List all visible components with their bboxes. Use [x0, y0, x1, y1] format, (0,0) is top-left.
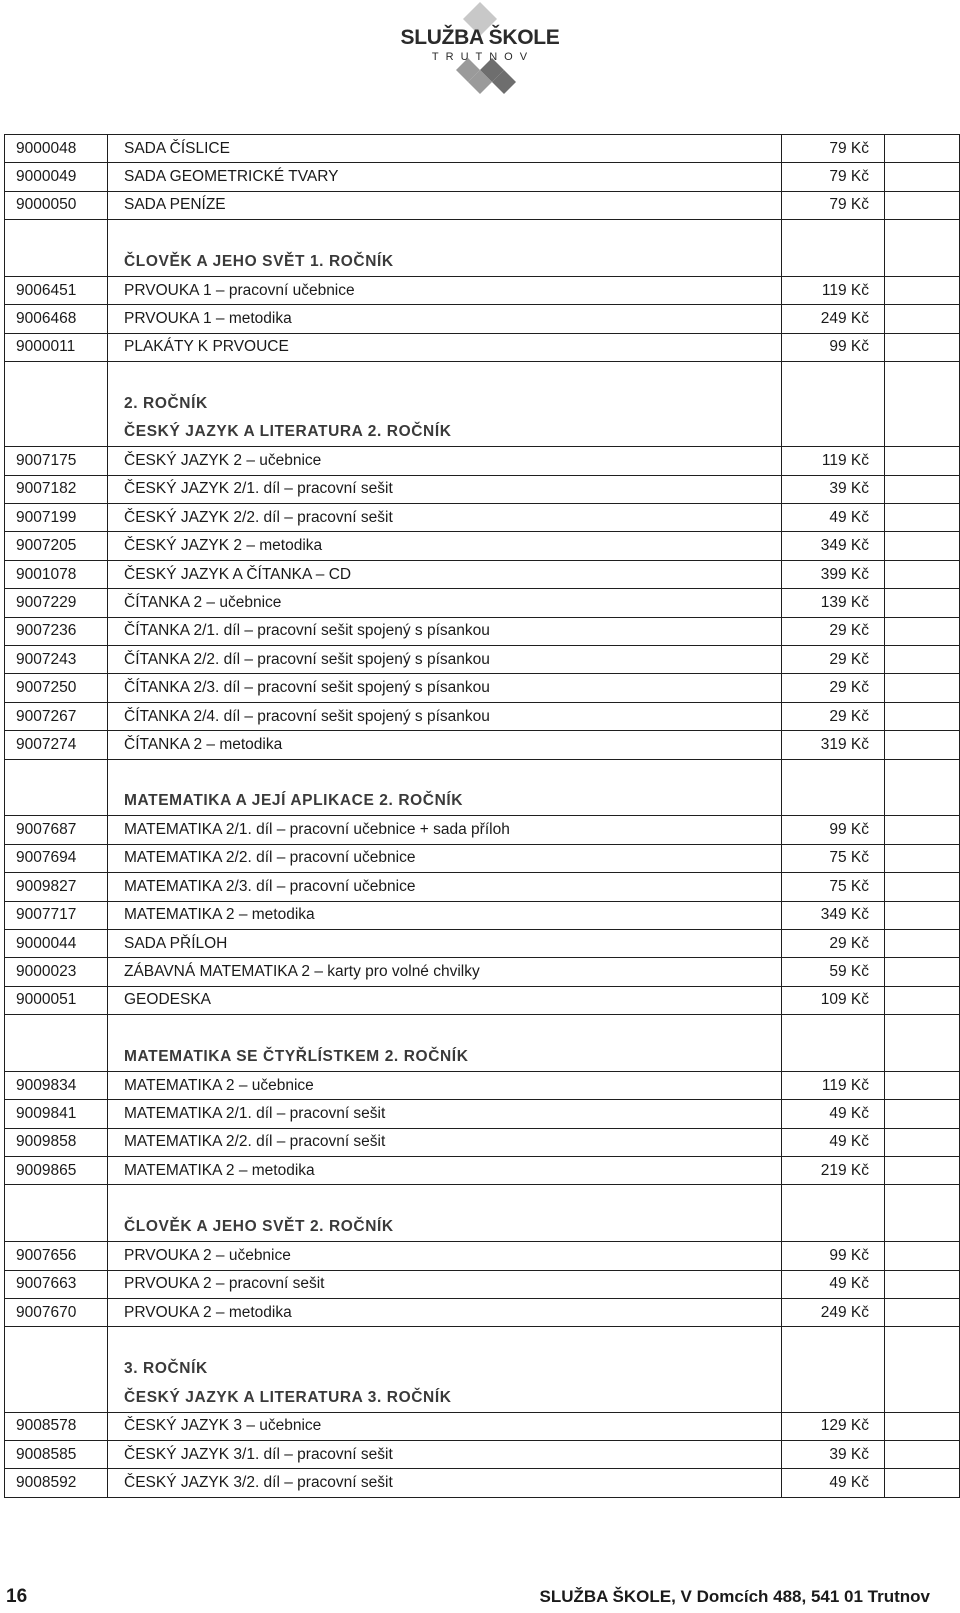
order-quantity-cell: [885, 873, 960, 901]
table-row: [5, 1071, 960, 1099]
item-name: SADA PŘÍLOH: [108, 929, 782, 957]
order-quantity-cell: [885, 844, 960, 872]
section-heading-row: [5, 787, 960, 815]
spacer-row: [5, 220, 960, 248]
item-name: MATEMATIKA 2/3. díl – pracovní učebnice: [108, 873, 782, 901]
item-name: ZÁBAVNÁ MATEMATIKA 2 – karty pro volné chvilky: [108, 958, 782, 986]
order-quantity-cell: [885, 163, 960, 191]
item-code: 9000011: [5, 333, 108, 361]
order-quantity-cell: [885, 958, 960, 986]
item-code: 9007670: [5, 1299, 108, 1327]
order-quantity-cell: [885, 901, 960, 929]
order-quantity-cell: [885, 816, 960, 844]
item-code: 9000048: [5, 135, 108, 163]
item-name: ČESKÝ JAZYK 3 – učebnice: [108, 1412, 782, 1440]
item-price: 39 Kč: [782, 1440, 885, 1468]
item-price: 49 Kč: [782, 1128, 885, 1156]
item-price: 119 Kč: [782, 276, 885, 304]
item-name: ČESKÝ JAZYK 3/2. díl – pracovní sešit: [108, 1469, 782, 1497]
order-quantity-cell: [885, 929, 960, 957]
item-name: ČÍTANKA 2 – učebnice: [108, 589, 782, 617]
item-code: 9009827: [5, 873, 108, 901]
section-heading-row: [5, 1043, 960, 1071]
item-code: 9007663: [5, 1270, 108, 1298]
logo-name: SLUŽBA ŠKOLE: [400, 26, 560, 49]
item-code: 9000051: [5, 986, 108, 1014]
item-name: SADA GEOMETRICKÉ TVARY: [108, 163, 782, 191]
item-code: [5, 362, 108, 390]
item-code: 9007199: [5, 504, 108, 532]
item-price: [782, 1015, 885, 1043]
order-quantity-cell: [885, 1327, 960, 1355]
table-row: [5, 276, 960, 304]
item-code: [5, 1043, 108, 1071]
spacer-row: [5, 1185, 960, 1213]
item-code: 9007250: [5, 674, 108, 702]
order-quantity-cell: [885, 1043, 960, 1071]
item-price: 79 Kč: [782, 163, 885, 191]
item-price: [782, 1043, 885, 1071]
order-quantity-cell: [885, 560, 960, 588]
item-price: 399 Kč: [782, 560, 885, 588]
price-list-body: [5, 135, 960, 1498]
order-quantity-cell: [885, 986, 960, 1014]
item-code: 9000044: [5, 929, 108, 957]
item-name: PRVOUKA 2 – metodika: [108, 1299, 782, 1327]
order-quantity-cell: [885, 1469, 960, 1497]
item-price: 249 Kč: [782, 1299, 885, 1327]
table-row: [5, 1270, 960, 1298]
item-name: [108, 362, 782, 390]
item-code: 9007694: [5, 844, 108, 872]
page-number: 16: [6, 1586, 28, 1607]
table-row: [5, 191, 960, 219]
item-price: 109 Kč: [782, 986, 885, 1014]
section-heading: MATEMATIKA SE ČTYŘLÍSTKEM 2. ROČNÍK: [108, 1043, 782, 1071]
item-price: [782, 759, 885, 787]
table-row: [5, 1128, 960, 1156]
item-name: SADA PENÍZE: [108, 191, 782, 219]
item-code: [5, 787, 108, 815]
table-row: [5, 986, 960, 1014]
table-row: [5, 674, 960, 702]
item-name: MATEMATIKA 2 – metodika: [108, 901, 782, 929]
item-code: 9007205: [5, 532, 108, 560]
section-heading: ČESKÝ JAZYK A LITERATURA 3. ROČNÍK: [108, 1384, 782, 1412]
table-row: [5, 1299, 960, 1327]
item-name: PRVOUKA 1 – metodika: [108, 305, 782, 333]
item-code: 9009834: [5, 1071, 108, 1099]
table-row: [5, 731, 960, 759]
order-quantity-cell: [885, 589, 960, 617]
item-price: 75 Kč: [782, 844, 885, 872]
order-quantity-cell: [885, 333, 960, 361]
order-quantity-cell: [885, 1128, 960, 1156]
table-row: [5, 617, 960, 645]
item-name: PLAKÁTY K PRVOUCE: [108, 333, 782, 361]
order-quantity-cell: [885, 1185, 960, 1213]
order-quantity-cell: [885, 702, 960, 730]
item-name: [108, 220, 782, 248]
item-name: ČESKÝ JAZYK 2 – učebnice: [108, 447, 782, 475]
order-quantity-cell: [885, 674, 960, 702]
item-name: ČÍTANKA 2/2. díl – pracovní sešit spojený s písankou: [108, 646, 782, 674]
item-price: 249 Kč: [782, 305, 885, 333]
item-code: 9007274: [5, 731, 108, 759]
table-row: [5, 901, 960, 929]
order-quantity-cell: [885, 276, 960, 304]
section-heading-row: [5, 1355, 960, 1383]
item-price: 129 Kč: [782, 1412, 885, 1440]
item-name: [108, 1015, 782, 1043]
item-price: 349 Kč: [782, 532, 885, 560]
order-quantity-cell: [885, 617, 960, 645]
item-code: [5, 1213, 108, 1241]
order-quantity-cell: [885, 390, 960, 418]
item-price: 29 Kč: [782, 617, 885, 645]
item-code: 9007243: [5, 646, 108, 674]
item-name: ČESKÝ JAZYK 2 – metodika: [108, 532, 782, 560]
item-name: ČESKÝ JAZYK A ČÍTANKA – CD: [108, 560, 782, 588]
table-row: [5, 816, 960, 844]
table-row: [5, 475, 960, 503]
item-price: 99 Kč: [782, 1242, 885, 1270]
item-price: [782, 1327, 885, 1355]
order-quantity-cell: [885, 504, 960, 532]
spacer-row: [5, 362, 960, 390]
order-quantity-cell: [885, 191, 960, 219]
item-price: 119 Kč: [782, 1071, 885, 1099]
table-row: [5, 1157, 960, 1185]
item-name: ČÍTANKA 2/1. díl – pracovní sešit spojený s písankou: [108, 617, 782, 645]
item-name: MATEMATIKA 2/2. díl – pracovní sešit: [108, 1128, 782, 1156]
table-row: [5, 958, 960, 986]
spacer-row: [5, 1327, 960, 1355]
item-code: 9007229: [5, 589, 108, 617]
order-quantity-cell: [885, 787, 960, 815]
order-quantity-cell: [885, 362, 960, 390]
item-code: 9008592: [5, 1469, 108, 1497]
item-name: MATEMATIKA 2/1. díl – pracovní sešit: [108, 1100, 782, 1128]
item-code: 9007267: [5, 702, 108, 730]
order-quantity-cell: [885, 731, 960, 759]
item-name: GEODESKA: [108, 986, 782, 1014]
item-price: [782, 390, 885, 418]
item-code: 9000049: [5, 163, 108, 191]
item-name: [108, 1185, 782, 1213]
table-row: [5, 929, 960, 957]
item-price: 29 Kč: [782, 702, 885, 730]
item-name: ČESKÝ JAZYK 3/1. díl – pracovní sešit: [108, 1440, 782, 1468]
item-code: 9007236: [5, 617, 108, 645]
item-code: 9007182: [5, 475, 108, 503]
order-quantity-cell: [885, 1412, 960, 1440]
item-code: 9008585: [5, 1440, 108, 1468]
table-row: [5, 560, 960, 588]
table-row: [5, 447, 960, 475]
section-heading-row: [5, 1213, 960, 1241]
table-row: [5, 305, 960, 333]
item-code: [5, 1327, 108, 1355]
table-row: [5, 163, 960, 191]
item-code: 9006451: [5, 276, 108, 304]
item-code: [5, 248, 108, 276]
section-heading: 2. ROČNÍK: [108, 390, 782, 418]
item-code: 9008578: [5, 1412, 108, 1440]
item-price: [782, 1213, 885, 1241]
section-heading: MATEMATIKA A JEJÍ APLIKACE 2. ROČNÍK: [108, 787, 782, 815]
item-name: ČÍTANKA 2 – metodika: [108, 731, 782, 759]
order-quantity-cell: [885, 220, 960, 248]
order-quantity-cell: [885, 1157, 960, 1185]
item-name: [108, 759, 782, 787]
item-price: 49 Kč: [782, 504, 885, 532]
item-price: [782, 220, 885, 248]
item-price: 49 Kč: [782, 1270, 885, 1298]
item-name: SADA ČÍSLICE: [108, 135, 782, 163]
item-code: 9006468: [5, 305, 108, 333]
spacer-row: [5, 759, 960, 787]
item-price: 119 Kč: [782, 447, 885, 475]
table-row: [5, 135, 960, 163]
item-name: PRVOUKA 2 – učebnice: [108, 1242, 782, 1270]
order-quantity-cell: [885, 447, 960, 475]
order-quantity-cell: [885, 1100, 960, 1128]
item-price: 39 Kč: [782, 475, 885, 503]
price-list-table: [4, 134, 960, 1498]
item-code: 9007687: [5, 816, 108, 844]
table-row: [5, 1440, 960, 1468]
order-quantity-cell: [885, 475, 960, 503]
item-name: MATEMATIKA 2 – metodika: [108, 1157, 782, 1185]
section-heading: 3. ROČNÍK: [108, 1355, 782, 1383]
item-code: 9000023: [5, 958, 108, 986]
table-row: [5, 646, 960, 674]
item-price: 29 Kč: [782, 929, 885, 957]
item-code: 9009865: [5, 1157, 108, 1185]
item-code: [5, 390, 108, 418]
item-price: 59 Kč: [782, 958, 885, 986]
item-code: 9007175: [5, 447, 108, 475]
item-code: [5, 759, 108, 787]
order-quantity-cell: [885, 1299, 960, 1327]
order-quantity-cell: [885, 305, 960, 333]
table-row: [5, 1100, 960, 1128]
item-price: 49 Kč: [782, 1100, 885, 1128]
logo-city: TRUTNOV: [431, 51, 535, 63]
item-price: [782, 248, 885, 276]
table-row: [5, 333, 960, 361]
table-row: [5, 1242, 960, 1270]
item-code: 9009841: [5, 1100, 108, 1128]
order-quantity-cell: [885, 418, 960, 446]
order-quantity-cell: [885, 1270, 960, 1298]
item-code: [5, 220, 108, 248]
order-quantity-cell: [885, 1384, 960, 1412]
item-code: 9009858: [5, 1128, 108, 1156]
item-price: [782, 1384, 885, 1412]
item-code: 9007656: [5, 1242, 108, 1270]
item-code: 9000050: [5, 191, 108, 219]
item-code: 9007717: [5, 901, 108, 929]
item-price: [782, 362, 885, 390]
item-price: 219 Kč: [782, 1157, 885, 1185]
item-name: ČÍTANKA 2/3. díl – pracovní sešit spojený s písankou: [108, 674, 782, 702]
item-price: [782, 1355, 885, 1383]
item-price: 319 Kč: [782, 731, 885, 759]
table-row: [5, 1469, 960, 1497]
order-quantity-cell: [885, 1242, 960, 1270]
item-price: 75 Kč: [782, 873, 885, 901]
item-price: [782, 418, 885, 446]
item-price: 99 Kč: [782, 816, 885, 844]
item-name: PRVOUKA 2 – pracovní sešit: [108, 1270, 782, 1298]
table-row: [5, 702, 960, 730]
item-name: MATEMATIKA 2/1. díl – pracovní učebnice + sada příloh: [108, 816, 782, 844]
order-quantity-cell: [885, 646, 960, 674]
item-name: ČESKÝ JAZYK 2/1. díl – pracovní sešit: [108, 475, 782, 503]
section-heading-row: [5, 390, 960, 418]
item-name: PRVOUKA 1 – pracovní učebnice: [108, 276, 782, 304]
item-price: 349 Kč: [782, 901, 885, 929]
item-code: [5, 1015, 108, 1043]
spacer-row: [5, 1015, 960, 1043]
item-price: [782, 1185, 885, 1213]
item-price: [782, 787, 885, 815]
order-quantity-cell: [885, 248, 960, 276]
item-code: [5, 1185, 108, 1213]
table-row: [5, 589, 960, 617]
order-quantity-cell: [885, 532, 960, 560]
table-row: [5, 532, 960, 560]
order-quantity-cell: [885, 759, 960, 787]
publisher-logo: [384, 2, 576, 94]
item-price: 99 Kč: [782, 333, 885, 361]
item-code: [5, 1384, 108, 1412]
section-heading: ČESKÝ JAZYK A LITERATURA 2. ROČNÍK: [108, 418, 782, 446]
item-name: ČESKÝ JAZYK 2/2. díl – pracovní sešit: [108, 504, 782, 532]
item-price: 79 Kč: [782, 135, 885, 163]
section-heading: ČLOVĚK A JEHO SVĚT 1. ROČNÍK: [108, 248, 782, 276]
table-row: [5, 844, 960, 872]
section-heading-row: [5, 418, 960, 446]
item-code: 9001078: [5, 560, 108, 588]
item-name: MATEMATIKA 2 – učebnice: [108, 1071, 782, 1099]
item-price: 49 Kč: [782, 1469, 885, 1497]
item-code: [5, 418, 108, 446]
item-code: [5, 1355, 108, 1383]
item-price: 29 Kč: [782, 674, 885, 702]
order-quantity-cell: [885, 1015, 960, 1043]
section-heading-row: [5, 248, 960, 276]
table-row: [5, 504, 960, 532]
order-quantity-cell: [885, 135, 960, 163]
order-quantity-cell: [885, 1213, 960, 1241]
order-quantity-cell: [885, 1355, 960, 1383]
item-price: 79 Kč: [782, 191, 885, 219]
item-price: 29 Kč: [782, 646, 885, 674]
table-row: [5, 873, 960, 901]
item-name: ČÍTANKA 2/4. díl – pracovní sešit spojený s písankou: [108, 702, 782, 730]
item-price: 139 Kč: [782, 589, 885, 617]
section-heading-row: [5, 1384, 960, 1412]
item-name: MATEMATIKA 2/2. díl – pracovní učebnice: [108, 844, 782, 872]
table-row: [5, 1412, 960, 1440]
order-quantity-cell: [885, 1440, 960, 1468]
item-name: [108, 1327, 782, 1355]
order-quantity-cell: [885, 1071, 960, 1099]
section-heading: ČLOVĚK A JEHO SVĚT 2. ROČNÍK: [108, 1213, 782, 1241]
footer-address: SLUŽBA ŠKOLE, V Domcích 488, 541 01 Trutnov: [539, 1587, 930, 1606]
